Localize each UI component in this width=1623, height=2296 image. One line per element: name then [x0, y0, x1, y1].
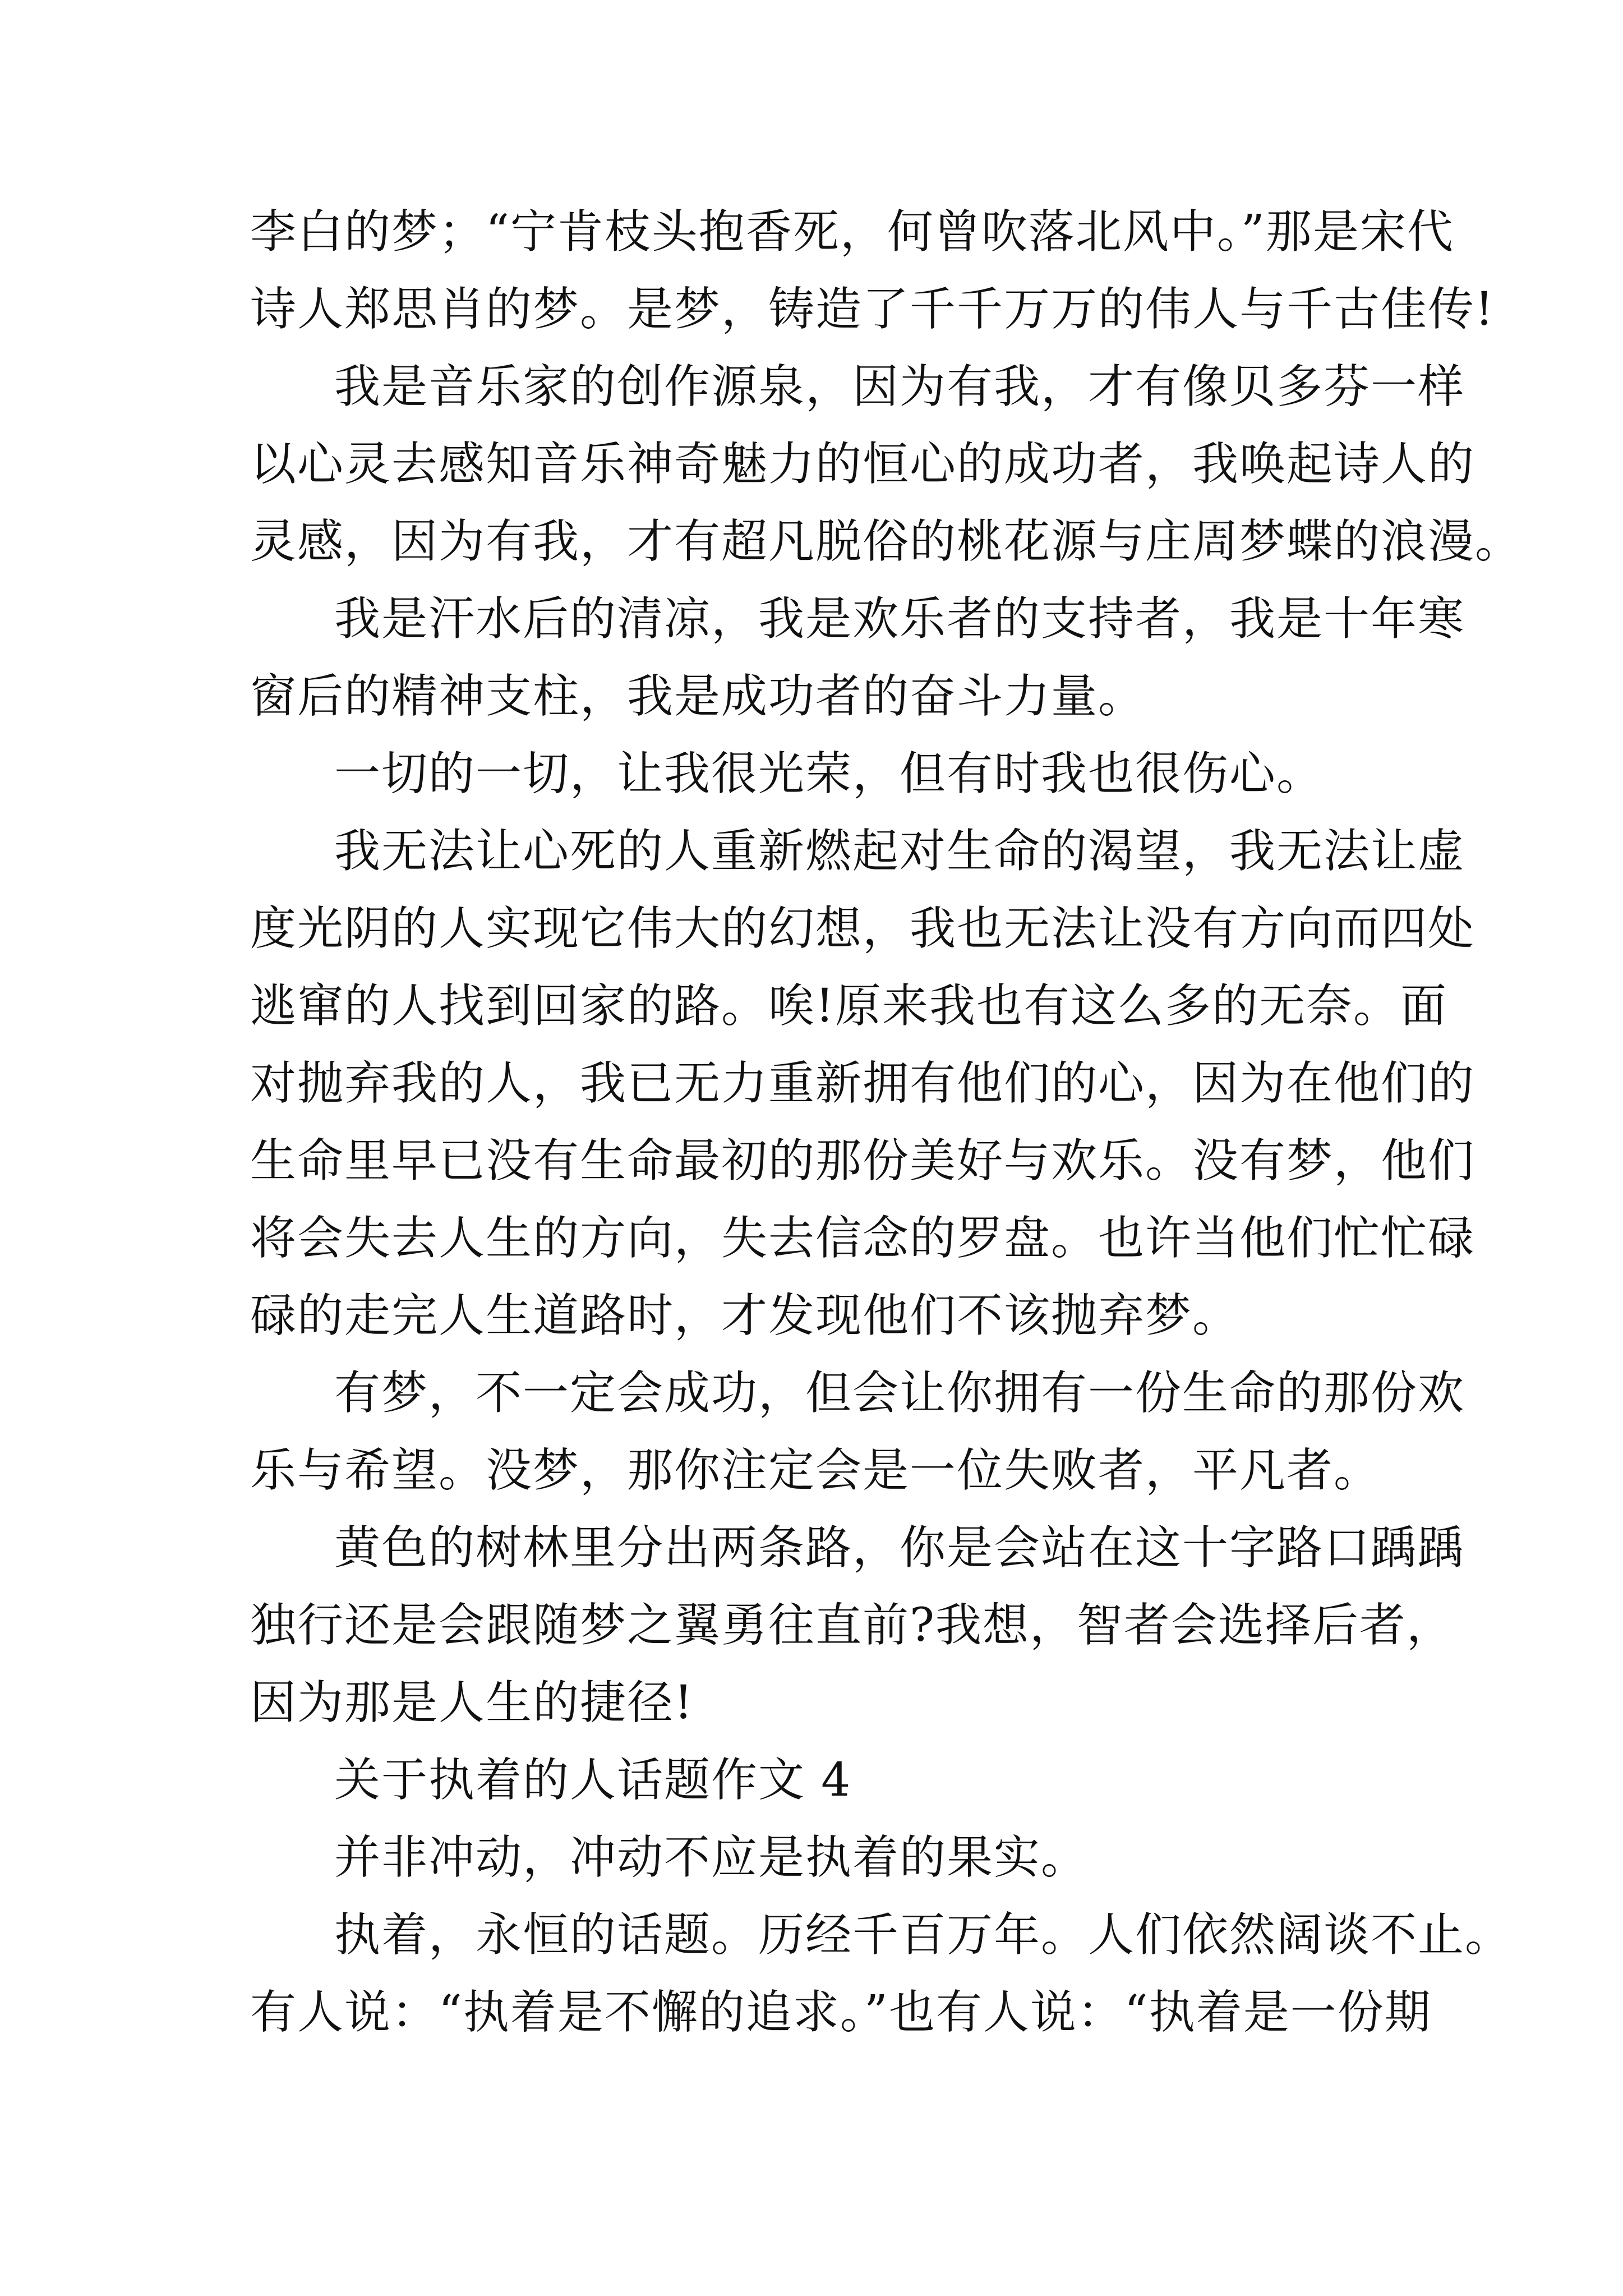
text-line: 李白的梦；“宁肯枝头抱香死，何曾吹落北风中。”那是宋代	[250, 205, 1454, 259]
text-line: 将会失去人生的方向，失去信念的罗盘。也许当他们忙忙碌	[250, 1212, 1476, 1265]
text-line: 我是音乐家的创作源泉，因为有我，才有像贝多芬一样	[334, 360, 1465, 413]
text-line: 关于执着的人话题作文 4	[334, 1754, 852, 1807]
text-line: 并非冲动，冲动不应是执着的果实。	[334, 1831, 1089, 1884]
text-line: 有梦，不一定会成功，但会让你拥有一份生命的那份欢	[334, 1366, 1465, 1420]
text-line: 有人说：“执着是不懈的追求。”也有人说：“执着是一份期	[250, 1986, 1432, 2039]
text-line: 诗人郑思肖的梦。是梦，铸造了千千万万的伟人与千古佳传!	[250, 283, 1495, 336]
text-line: 一切的一切，让我很光荣，但有时我也很伤心。	[334, 747, 1324, 800]
text-line: 窗后的精神支柱，我是成功者的奋斗力量。	[250, 670, 1146, 723]
text-line: 乐与希望。没梦，那你注定会是一位失败者，平凡者。	[250, 1444, 1381, 1497]
text-line: 逃窜的人找到回家的路。唉!原来我也有这么多的无奈。面	[250, 979, 1447, 1033]
text-line: 灵感，因为有我，才有超凡脱俗的桃花源与庄周梦蝶的浪漫。	[250, 515, 1523, 568]
text-line: 我无法让心死的人重新燃起对生命的渴望，我无法让虚	[334, 825, 1465, 878]
text-line: 以心灵去感知音乐神奇魅力的恒心的成功者，我唤起诗人的	[250, 438, 1476, 491]
text-line: 我是汗水后的清凉，我是欢乐者的支持者，我是十年寒	[334, 592, 1465, 646]
text-line: 碌的走完人生道路时，才发现他们不该抛弃梦。	[250, 1289, 1240, 1342]
text-line: 因为那是人生的捷径!	[250, 1676, 694, 1729]
text-line: 对抛弃我的人，我已无力重新拥有他们的心，因为在他们的	[250, 1057, 1476, 1110]
text-line: 执着，永恒的话题。历经千百万年。人们依然阔谈不止。	[334, 1908, 1513, 1962]
text-line: 独行还是会跟随梦之翼勇往直前?我想，智者会选择后者，	[250, 1599, 1454, 1652]
text-line: 度光阴的人实现它伟大的幻想，我也无法让没有方向而四处	[250, 902, 1476, 955]
text-line: 生命里早已没有生命最初的那份美好与欢乐。没有梦，他们	[250, 1134, 1476, 1188]
text-line: 黄色的树林里分出两条路，你是会站在这十字路口踽踽	[334, 1521, 1465, 1575]
article-body	[250, 194, 1523, 2051]
